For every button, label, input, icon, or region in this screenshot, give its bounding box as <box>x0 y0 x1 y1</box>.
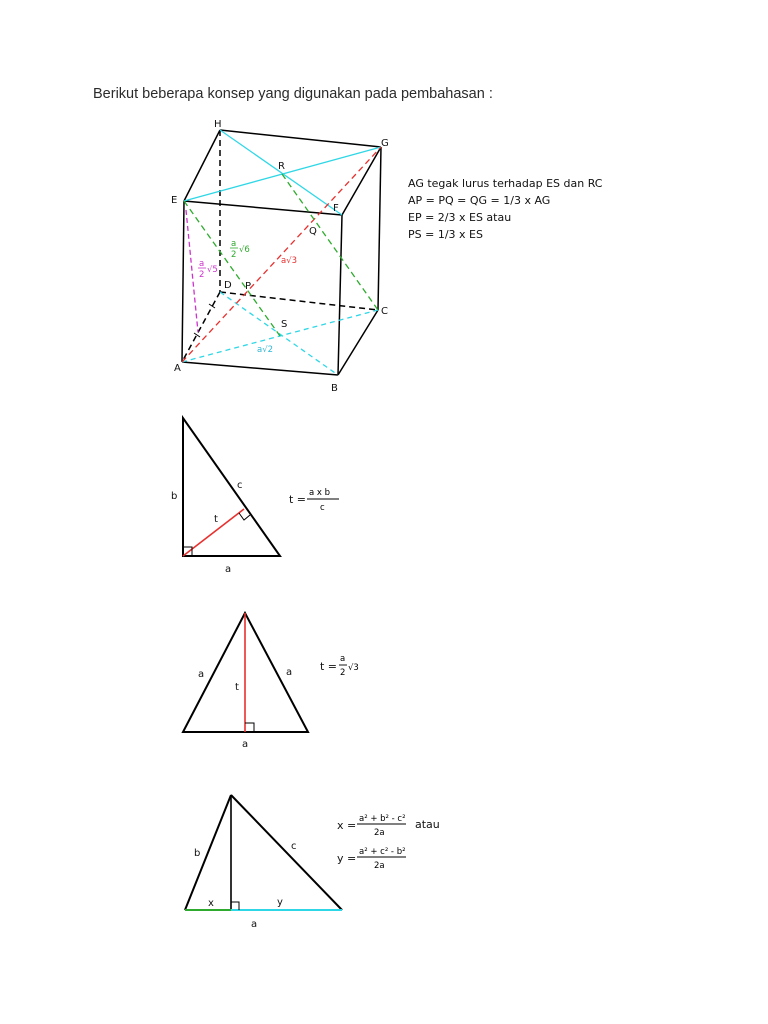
side-label-right-a: a <box>286 667 293 678</box>
right-triangle-outline <box>183 418 280 556</box>
vertex-label-D: D <box>224 280 232 291</box>
note-line-4: PS = 1/3 x ES <box>408 228 483 241</box>
side-b-line <box>185 795 231 910</box>
cube-diagram <box>171 119 603 394</box>
edge-HG <box>220 130 381 147</box>
y-formula-lhs: y = <box>337 852 357 865</box>
base-label-a: a <box>251 919 258 930</box>
base-label-a: a <box>242 739 249 750</box>
right-angle-mark <box>245 723 254 732</box>
label-a-root2: a√2 <box>257 345 274 355</box>
edge-BC <box>338 310 378 375</box>
vertex-label-C: C <box>381 306 388 317</box>
label-a-half-root5 <box>198 259 218 280</box>
edge-EF <box>184 201 342 215</box>
edge-HE <box>184 130 220 201</box>
x-formula-numerator: a² + b² - c² <box>359 814 406 824</box>
x-formula-suffix: atau <box>415 818 440 831</box>
note-line-3: EP = 2/3 x ES atau <box>408 211 512 224</box>
edge-GF <box>342 147 381 215</box>
equilateral-triangle-diagram <box>183 613 359 750</box>
altitude-label-t: t <box>214 514 218 525</box>
general-triangle-diagram <box>185 795 440 930</box>
segment-label-x: x <box>208 898 214 909</box>
x-formula-lhs: x = <box>337 819 357 832</box>
point-label-Q: Q <box>309 226 317 237</box>
svg-text:2: 2 <box>199 270 205 280</box>
edge-AB <box>182 362 338 375</box>
side-label-left-a: a <box>198 669 205 680</box>
right-triangle-diagram <box>171 418 339 575</box>
tick-mark <box>209 304 215 308</box>
intro-text: Berikut beberapa konsep yang digunakan pada pembahasan : <box>93 86 493 102</box>
formula-root: √3 <box>348 663 359 673</box>
segment-magenta <box>186 210 198 332</box>
svg-text:a: a <box>231 239 237 249</box>
side-label-a: a <box>225 564 232 575</box>
side-c-line <box>231 795 342 910</box>
formula-denominator: c <box>320 503 325 513</box>
vertex-label-H: H <box>214 119 222 130</box>
vertex-label-G: G <box>381 138 389 149</box>
altitude-label-t: t <box>235 682 239 693</box>
edge-EA <box>182 201 184 362</box>
note-line-1: AG tegak lurus terhadap ES dan RC <box>408 177 603 190</box>
y-formula-numerator: a² + c² - b² <box>359 847 406 857</box>
right-angle-mark <box>231 902 239 910</box>
formula-lhs: t = <box>320 660 338 673</box>
edge-DA <box>182 292 220 362</box>
formula-numerator: a <box>340 654 346 664</box>
segment-label-y: y <box>277 897 283 908</box>
edge-GC <box>378 147 381 310</box>
label-a-root3: a√3 <box>281 256 298 266</box>
svg-text:a: a <box>199 259 205 269</box>
formula-numerator: a x b <box>309 488 331 498</box>
label-a-half-root6 <box>230 239 250 260</box>
edge-FB <box>338 215 342 375</box>
vertex-label-B: B <box>331 383 338 394</box>
segment-RC <box>282 174 378 310</box>
side-label-b: b <box>194 848 201 859</box>
vertex-label-F: F <box>333 203 339 214</box>
right-angle-mark <box>239 513 250 520</box>
formula-denominator: 2 <box>340 668 346 678</box>
x-formula-denominator: 2a <box>374 828 385 838</box>
point-label-R: R <box>278 161 285 172</box>
side-label-c: c <box>237 480 243 491</box>
svg-text:2: 2 <box>231 250 237 260</box>
vertex-label-A: A <box>174 363 181 374</box>
vertex-label-E: E <box>171 195 178 206</box>
note-line-2: AP = PQ = QG = 1/3 x AG <box>408 194 551 207</box>
diagonal-HF <box>220 130 342 215</box>
tick-mark <box>194 333 200 337</box>
side-label-b: b <box>171 491 178 502</box>
formula-lhs: t = <box>289 493 307 506</box>
side-label-c: c <box>291 841 297 852</box>
y-formula-denominator: 2a <box>374 861 385 871</box>
svg-text:√6: √6 <box>239 245 250 255</box>
svg-text:√5: √5 <box>207 265 218 275</box>
point-label-P: P <box>245 281 252 292</box>
point-label-S: S <box>281 319 288 330</box>
